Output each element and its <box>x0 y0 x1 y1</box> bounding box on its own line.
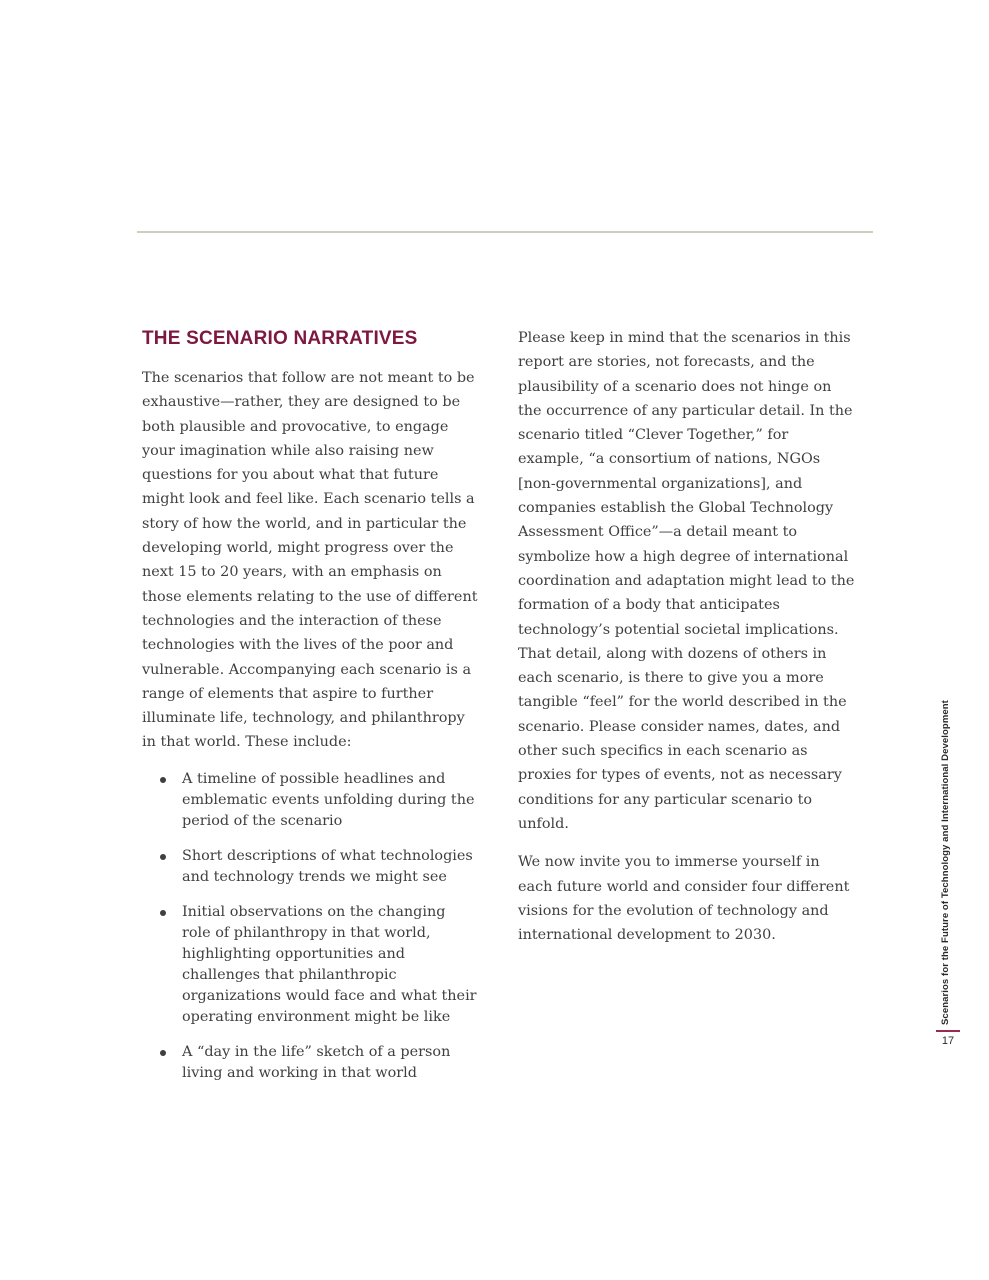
reminder-paragraph: Please keep in mind that the scenarios in this report are stories, not forecasts, and the plausibility of a scenario does not hinge on the occurrence of any particular detail. In the scenario titled “Clever Together,” for example, “a consortium of nations, NGOs [non-governmental organizations], and companies establish the Global Technology Assessment Office”—a detail meant to symbolize how a high degree of international coordination and adaptation might lead to the formation of a body that anticipates technology’s potential societal implications. That detail, along with dozens of others in each scenario, is there to give you a more tangible “feel” for the world described in the scenario. Please consider names, dates, and other such specifics in each scenario as proxies for types of events, not as necessary conditions for any particular scenario to unfold. <box>518 330 855 832</box>
bullet-icon <box>160 777 166 783</box>
running-title: Scenarios for the Future of Technology and International Development <box>940 700 951 1025</box>
intro-paragraph: The scenarios that follow are not meant to be exhaustive—rather, they are designed to be both plausible and provocative, to engage your imagination while also raising new questions for you about what that future might look and feel like. Each scenario tells a story of how the world, and in particular the developing world, might progress over the next 15 to 20 years, with an emphasis on those elements relating to the use of different technologies and the interaction of these technologies with the lives of the poor and vulnerable. Accompanying each scenario is a range of elements that aspire to further illuminate life, technology, and philanthropy in that world. These include: <box>142 370 478 751</box>
list-item-text: A “day in the life” sketch of a person living and working in that world <box>182 1043 451 1081</box>
invitation-paragraph: We now invite you to immerse yourself in each future world and consider four different visions for the evolution of technology and international development to 2030. <box>518 854 850 944</box>
list-item-text: Short descriptions of what technologies and technology trends we might see <box>182 847 473 885</box>
list-item <box>142 769 478 832</box>
header-divider <box>137 231 873 233</box>
list-item-text: Initial observations on the changing role of philanthropy in that world, highlighting opportunities and challenges that philanthropic organizations would face and what their operating environment might be like <box>182 903 477 1025</box>
list-item <box>142 1042 478 1084</box>
right-column <box>518 326 858 947</box>
bullet-list <box>142 769 478 1084</box>
section-title: THE SCENARIO NARRATIVES <box>142 328 418 349</box>
bullet-icon <box>160 854 166 860</box>
page-number: 17 <box>941 1035 955 1047</box>
bullet-icon <box>160 1050 166 1056</box>
list-item <box>142 902 478 1028</box>
list-item-text: A timeline of possible headlines and emblematic events unfolding during the period of the scenario <box>182 770 475 829</box>
footer-rule <box>936 1030 960 1032</box>
list-item <box>142 846 478 888</box>
bullet-icon <box>160 910 166 916</box>
left-column <box>142 326 478 1098</box>
